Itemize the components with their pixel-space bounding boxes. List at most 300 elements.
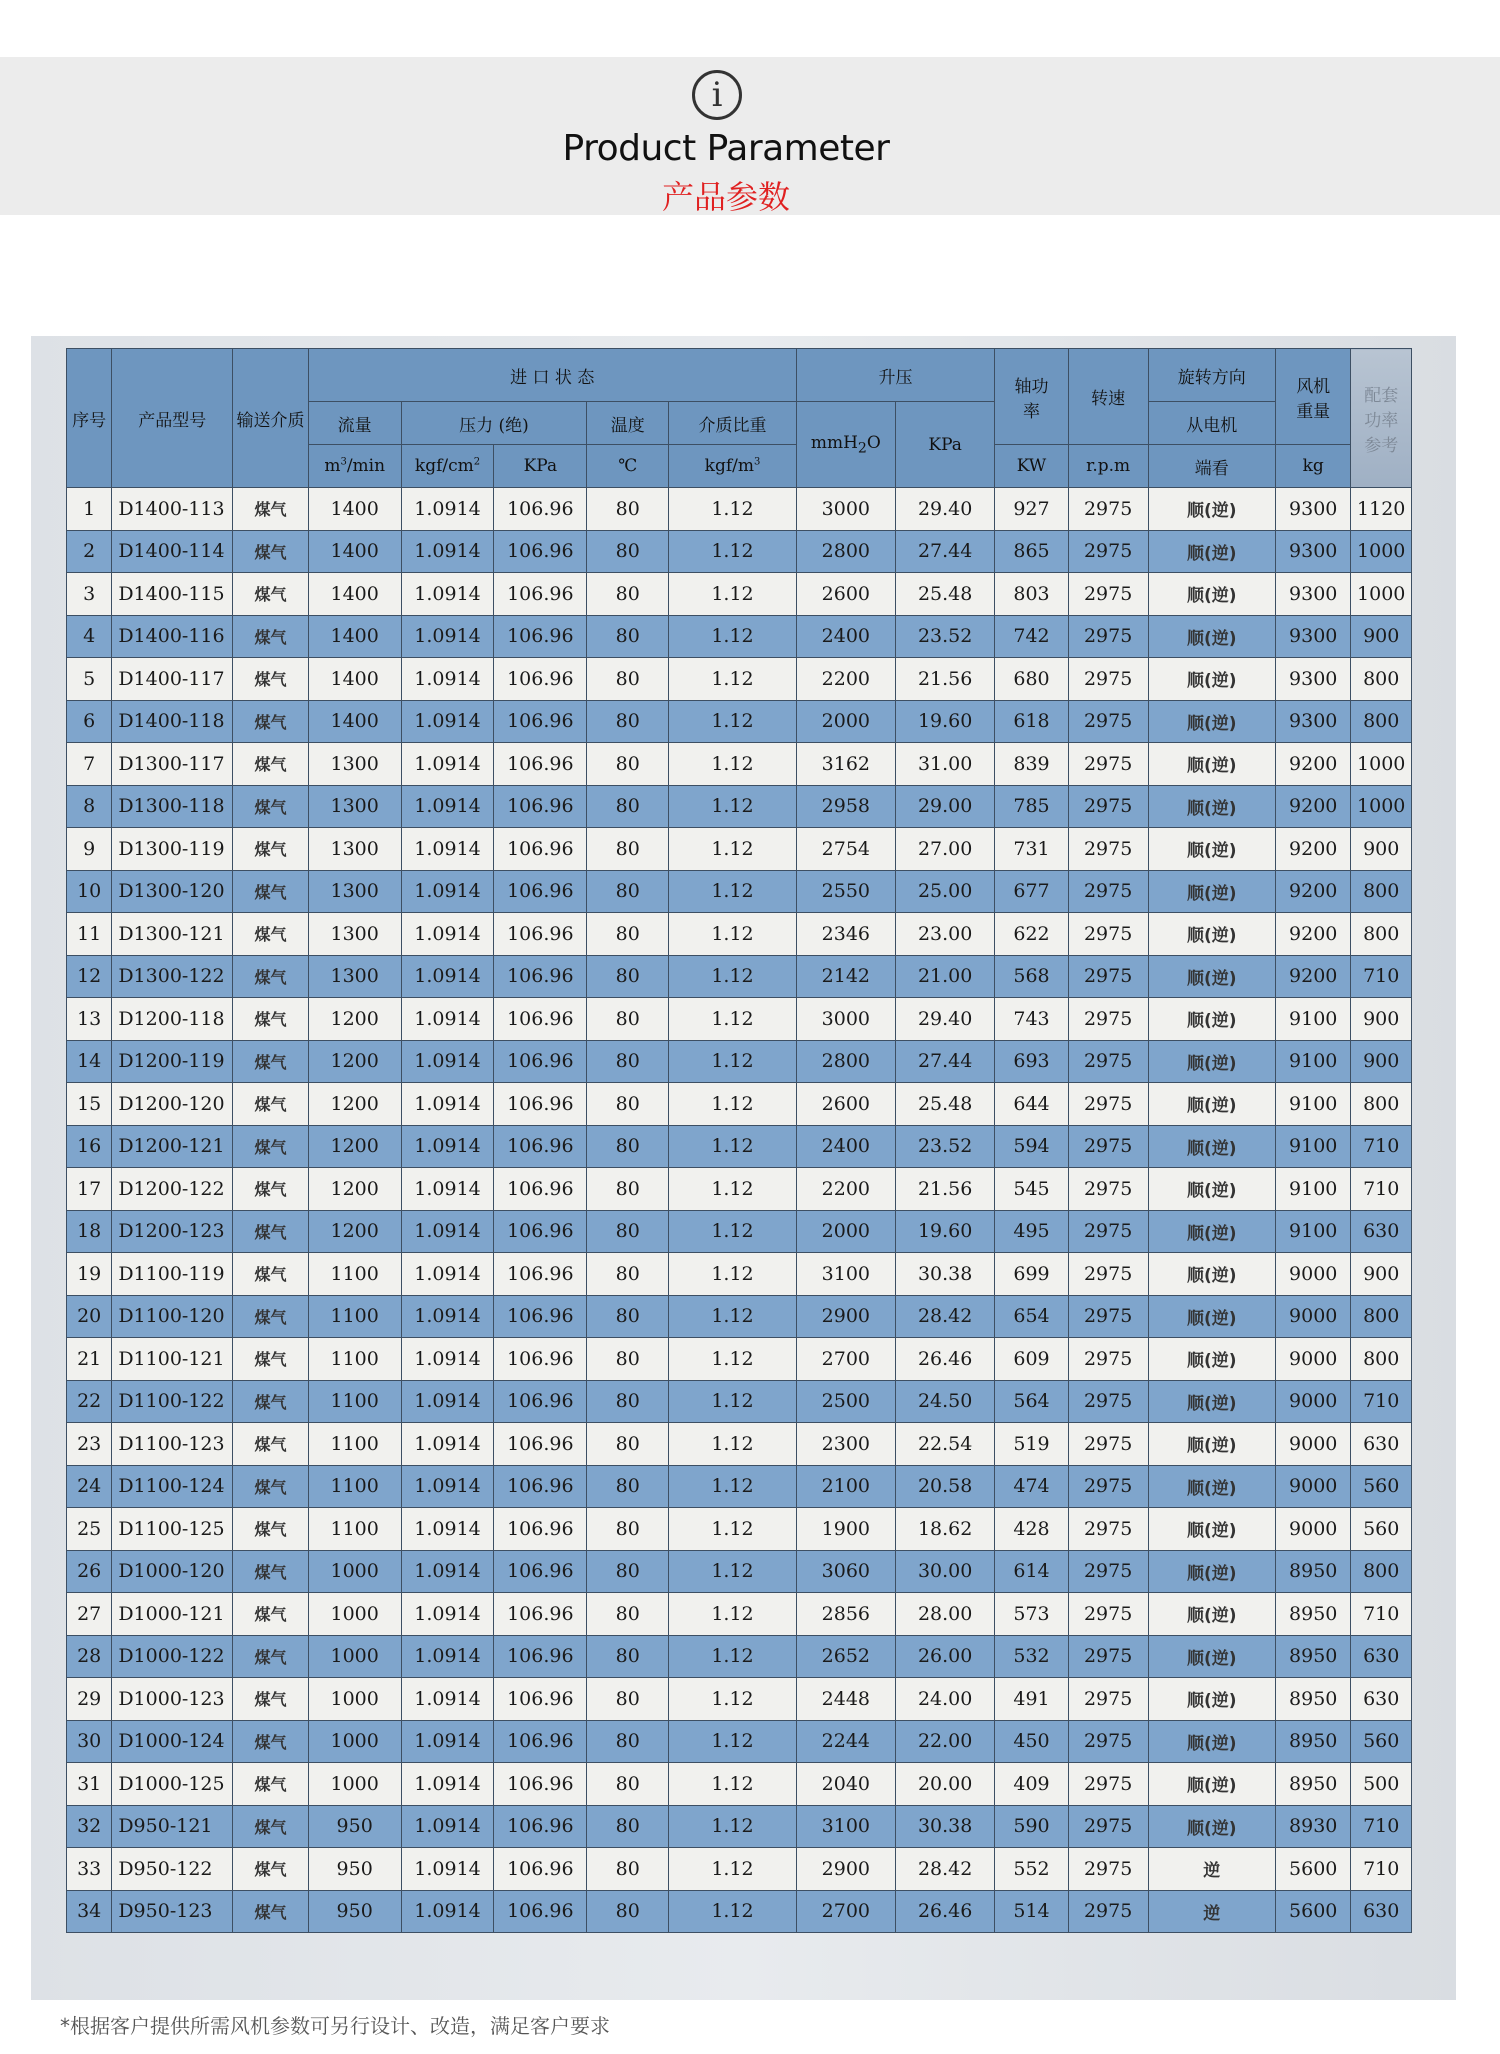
cell-medium: 煤气 <box>233 743 309 786</box>
cell-boost-mmh2o: 2700 <box>796 1890 895 1933</box>
cell-pressure-kgf: 1.0914 <box>401 573 494 616</box>
cell-boost-mmh2o: 2600 <box>796 573 895 616</box>
cell-pressure-kpa: 106.96 <box>494 1848 587 1891</box>
cell-model: D1300-117 <box>112 743 233 786</box>
cell-pressure-kpa: 106.96 <box>494 785 587 828</box>
cell-speed: 2975 <box>1068 488 1148 531</box>
cell-boost-kpa: 27.00 <box>896 828 995 871</box>
cell-boost-kpa: 21.00 <box>896 955 995 998</box>
cell-shaft-power: 618 <box>995 700 1068 743</box>
cell-shaft-power: 614 <box>995 1550 1068 1593</box>
header-shaft-power <box>995 349 1068 445</box>
cell-weight: 9200 <box>1275 828 1351 871</box>
cell-shaft-power: 545 <box>995 1168 1068 1211</box>
table-row <box>67 1848 1412 1891</box>
cell-weight: 8950 <box>1275 1763 1351 1806</box>
cell-seq: 20 <box>67 1295 112 1338</box>
cell-density: 1.12 <box>669 1678 796 1721</box>
cell-medium: 煤气 <box>233 1593 309 1636</box>
cell-density: 1.12 <box>669 870 796 913</box>
cell-speed: 2975 <box>1068 573 1148 616</box>
cell-temp: 80 <box>587 700 669 743</box>
cell-speed: 2975 <box>1068 1550 1148 1593</box>
cell-boost-mmh2o: 2400 <box>796 615 895 658</box>
cell-temp: 80 <box>587 1380 669 1423</box>
cell-seq: 12 <box>67 955 112 998</box>
cell-flow: 950 <box>308 1805 401 1848</box>
cell-flow: 1400 <box>308 700 401 743</box>
cell-temp: 80 <box>587 1253 669 1296</box>
cell-weight: 9200 <box>1275 913 1351 956</box>
cell-seq: 29 <box>67 1678 112 1721</box>
cell-medium: 煤气 <box>233 955 309 998</box>
cell-density: 1.12 <box>669 828 796 871</box>
cell-pressure-kpa: 106.96 <box>494 1508 587 1551</box>
cell-flow: 1100 <box>308 1253 401 1296</box>
cell-seq: 6 <box>67 700 112 743</box>
cell-temp: 80 <box>587 1295 669 1338</box>
cell-model: D1200-122 <box>112 1168 233 1211</box>
cell-rotation: 顺(逆) <box>1148 743 1275 786</box>
cell-rotation: 顺(逆) <box>1148 1040 1275 1083</box>
cell-rotation: 顺(逆) <box>1148 1125 1275 1168</box>
cell-density: 1.12 <box>669 1168 796 1211</box>
header-weight <box>1275 349 1351 445</box>
cell-seq: 14 <box>67 1040 112 1083</box>
cell-model: D1400-113 <box>112 488 233 531</box>
cell-speed: 2975 <box>1068 615 1148 658</box>
cell-medium: 煤气 <box>233 785 309 828</box>
cell-shaft-power: 680 <box>995 658 1068 701</box>
cell-model: D1200-123 <box>112 1210 233 1253</box>
cell-shaft-power: 622 <box>995 913 1068 956</box>
cell-weight: 9000 <box>1275 1338 1351 1381</box>
cell-medium: 煤气 <box>233 1848 309 1891</box>
cell-seq: 10 <box>67 870 112 913</box>
cell-temp: 80 <box>587 1210 669 1253</box>
cell-faded: 800 <box>1351 700 1412 743</box>
cell-boost-kpa: 24.50 <box>896 1380 995 1423</box>
cell-rotation: 顺(逆) <box>1148 1508 1275 1551</box>
cell-model: D1300-119 <box>112 828 233 871</box>
cell-speed: 2975 <box>1068 785 1148 828</box>
cell-seq: 15 <box>67 1083 112 1126</box>
cell-seq: 22 <box>67 1380 112 1423</box>
cell-faded: 710 <box>1351 1380 1412 1423</box>
cell-faded: 1120 <box>1351 488 1412 531</box>
cell-pressure-kpa: 106.96 <box>494 1083 587 1126</box>
cell-weight: 9000 <box>1275 1295 1351 1338</box>
table-row <box>67 1465 1412 1508</box>
cell-medium: 煤气 <box>233 870 309 913</box>
cell-seq: 23 <box>67 1423 112 1466</box>
parameter-table <box>66 348 1412 1933</box>
cell-temp: 80 <box>587 615 669 658</box>
cell-model: D950-121 <box>112 1805 233 1848</box>
cell-flow: 1100 <box>308 1423 401 1466</box>
cell-faded: 900 <box>1351 828 1412 871</box>
cell-medium: 煤气 <box>233 1210 309 1253</box>
header-faded <box>1351 349 1412 488</box>
cell-medium: 煤气 <box>233 1508 309 1551</box>
cell-pressure-kgf: 1.0914 <box>401 700 494 743</box>
cell-rotation: 顺(逆) <box>1148 1805 1275 1848</box>
cell-medium: 煤气 <box>233 1763 309 1806</box>
header-rotation: 旋转方向 <box>1148 349 1275 402</box>
cell-pressure-kgf: 1.0914 <box>401 1125 494 1168</box>
cell-pressure-kgf: 1.0914 <box>401 870 494 913</box>
cell-boost-mmh2o: 3100 <box>796 1805 895 1848</box>
cell-density: 1.12 <box>669 615 796 658</box>
table-row <box>67 1720 1412 1763</box>
table-row <box>67 488 1412 531</box>
cell-medium: 煤气 <box>233 488 309 531</box>
cell-faded: 560 <box>1351 1720 1412 1763</box>
cell-density: 1.12 <box>669 998 796 1041</box>
cell-faded: 900 <box>1351 615 1412 658</box>
cell-temp: 80 <box>587 1083 669 1126</box>
cell-pressure-kpa: 106.96 <box>494 1720 587 1763</box>
cell-weight: 5600 <box>1275 1890 1351 1933</box>
cell-shaft-power: 491 <box>995 1678 1068 1721</box>
cell-boost-kpa: 30.38 <box>896 1805 995 1848</box>
cell-speed: 2975 <box>1068 1890 1148 1933</box>
cell-model: D1000-121 <box>112 1593 233 1636</box>
cell-model: D1200-121 <box>112 1125 233 1168</box>
cell-pressure-kpa: 106.96 <box>494 828 587 871</box>
cell-pressure-kpa: 106.96 <box>494 700 587 743</box>
cell-shaft-power: 428 <box>995 1508 1068 1551</box>
cell-boost-mmh2o: 2652 <box>796 1635 895 1678</box>
table-row <box>67 700 1412 743</box>
cell-pressure-kpa: 106.96 <box>494 1550 587 1593</box>
cell-flow: 1400 <box>308 615 401 658</box>
cell-pressure-kpa: 106.96 <box>494 870 587 913</box>
cell-shaft-power: 594 <box>995 1125 1068 1168</box>
cell-flow: 1300 <box>308 870 401 913</box>
cell-pressure-kgf: 1.0914 <box>401 615 494 658</box>
cell-rotation: 顺(逆) <box>1148 785 1275 828</box>
cell-medium: 煤气 <box>233 1040 309 1083</box>
cell-boost-mmh2o: 2700 <box>796 1338 895 1381</box>
cell-medium: 煤气 <box>233 828 309 871</box>
table-row <box>67 743 1412 786</box>
cell-medium: 煤气 <box>233 615 309 658</box>
cell-seq: 32 <box>67 1805 112 1848</box>
cell-rotation: 顺(逆) <box>1148 870 1275 913</box>
cell-flow: 1300 <box>308 913 401 956</box>
cell-shaft-power: 564 <box>995 1380 1068 1423</box>
cell-boost-mmh2o: 2400 <box>796 1125 895 1168</box>
cell-boost-kpa: 28.42 <box>896 1295 995 1338</box>
cell-faded: 900 <box>1351 1040 1412 1083</box>
cell-rotation: 顺(逆) <box>1148 1720 1275 1763</box>
cell-flow: 1200 <box>308 998 401 1041</box>
cell-speed: 2975 <box>1068 1763 1148 1806</box>
cell-rotation: 逆 <box>1148 1890 1275 1933</box>
cell-density: 1.12 <box>669 1210 796 1253</box>
cell-seq: 24 <box>67 1465 112 1508</box>
table-row <box>67 828 1412 871</box>
cell-weight: 8950 <box>1275 1720 1351 1763</box>
cell-pressure-kgf: 1.0914 <box>401 1210 494 1253</box>
header-boost: 升压 <box>796 349 995 402</box>
cell-boost-kpa: 21.56 <box>896 1168 995 1211</box>
cell-temp: 80 <box>587 743 669 786</box>
cell-boost-mmh2o: 2000 <box>796 700 895 743</box>
cell-density: 1.12 <box>669 1040 796 1083</box>
cell-faded: 710 <box>1351 1848 1412 1891</box>
cell-medium: 煤气 <box>233 1380 309 1423</box>
cell-boost-kpa: 30.00 <box>896 1550 995 1593</box>
header-medium: 输送介质 <box>233 349 309 488</box>
cell-density: 1.12 <box>669 913 796 956</box>
cell-pressure-kpa: 106.96 <box>494 573 587 616</box>
cell-flow: 1300 <box>308 955 401 998</box>
cell-rotation: 顺(逆) <box>1148 1210 1275 1253</box>
cell-boost-kpa: 31.00 <box>896 743 995 786</box>
cell-rotation: 顺(逆) <box>1148 658 1275 701</box>
page-title: Product Parameter <box>562 128 890 169</box>
cell-flow: 1200 <box>308 1210 401 1253</box>
cell-rotation: 顺(逆) <box>1148 828 1275 871</box>
cell-weight: 5600 <box>1275 1848 1351 1891</box>
cell-faded: 800 <box>1351 870 1412 913</box>
cell-shaft-power: 785 <box>995 785 1068 828</box>
cell-shaft-power: 743 <box>995 998 1068 1041</box>
cell-weight: 8950 <box>1275 1635 1351 1678</box>
cell-model: D1100-122 <box>112 1380 233 1423</box>
cell-boost-kpa: 25.48 <box>896 1083 995 1126</box>
cell-rotation: 顺(逆) <box>1148 1168 1275 1211</box>
cell-medium: 煤气 <box>233 1465 309 1508</box>
header-temp-unit: ℃ <box>587 445 669 488</box>
cell-faded: 1000 <box>1351 573 1412 616</box>
cell-pressure-kgf: 1.0914 <box>401 1380 494 1423</box>
cell-medium: 煤气 <box>233 1423 309 1466</box>
cell-speed: 2975 <box>1068 1423 1148 1466</box>
cell-boost-kpa: 21.56 <box>896 658 995 701</box>
cell-speed: 2975 <box>1068 1168 1148 1211</box>
cell-temp: 80 <box>587 1125 669 1168</box>
cell-density: 1.12 <box>669 1763 796 1806</box>
cell-pressure-kgf: 1.0914 <box>401 1040 494 1083</box>
cell-speed: 2975 <box>1068 658 1148 701</box>
cell-boost-kpa: 24.00 <box>896 1678 995 1721</box>
cell-flow: 1300 <box>308 743 401 786</box>
table-row <box>67 1805 1412 1848</box>
table-row <box>67 1550 1412 1593</box>
cell-shaft-power: 654 <box>995 1295 1068 1338</box>
cell-temp: 80 <box>587 1763 669 1806</box>
cell-pressure-kgf: 1.0914 <box>401 913 494 956</box>
cell-seq: 8 <box>67 785 112 828</box>
cell-shaft-power: 839 <box>995 743 1068 786</box>
cell-pressure-kpa: 106.96 <box>494 1805 587 1848</box>
cell-pressure-kgf: 1.0914 <box>401 1763 494 1806</box>
cell-seq: 21 <box>67 1338 112 1381</box>
cell-boost-mmh2o: 2200 <box>796 658 895 701</box>
header-weight-unit: kg <box>1275 445 1351 488</box>
cell-seq: 11 <box>67 913 112 956</box>
cell-weight: 9300 <box>1275 658 1351 701</box>
cell-flow: 1100 <box>308 1508 401 1551</box>
cell-medium: 煤气 <box>233 1338 309 1381</box>
cell-density: 1.12 <box>669 658 796 701</box>
cell-pressure-kpa: 106.96 <box>494 658 587 701</box>
cell-boost-mmh2o: 2958 <box>796 785 895 828</box>
cell-seq: 19 <box>67 1253 112 1296</box>
cell-flow: 1100 <box>308 1338 401 1381</box>
cell-model: D1400-116 <box>112 615 233 658</box>
cell-medium: 煤气 <box>233 1805 309 1848</box>
table-row <box>67 1678 1412 1721</box>
cell-faded: 710 <box>1351 1805 1412 1848</box>
cell-temp: 80 <box>587 1338 669 1381</box>
cell-flow: 1000 <box>308 1678 401 1721</box>
table-row <box>67 1210 1412 1253</box>
cell-speed: 2975 <box>1068 870 1148 913</box>
cell-speed: 2975 <box>1068 1380 1148 1423</box>
cell-weight: 9000 <box>1275 1380 1351 1423</box>
cell-temp: 80 <box>587 573 669 616</box>
cell-seq: 16 <box>67 1125 112 1168</box>
cell-medium: 煤气 <box>233 1550 309 1593</box>
cell-density: 1.12 <box>669 1550 796 1593</box>
cell-shaft-power: 590 <box>995 1805 1068 1848</box>
cell-model: D1100-125 <box>112 1508 233 1551</box>
cell-boost-kpa: 29.00 <box>896 785 995 828</box>
cell-faded: 630 <box>1351 1423 1412 1466</box>
cell-temp: 80 <box>587 1423 669 1466</box>
table-row <box>67 913 1412 956</box>
cell-temp: 80 <box>587 1550 669 1593</box>
header-pressure: 压力 (绝) <box>401 402 587 445</box>
header-weight-line2: 重量 <box>1296 401 1331 422</box>
cell-rotation: 顺(逆) <box>1148 955 1275 998</box>
cell-speed: 2975 <box>1068 1338 1148 1381</box>
cell-shaft-power: 519 <box>995 1423 1068 1466</box>
cell-seq: 17 <box>67 1168 112 1211</box>
cell-boost-mmh2o: 2000 <box>796 1210 895 1253</box>
cell-weight: 9300 <box>1275 488 1351 531</box>
cell-flow: 1200 <box>308 1168 401 1211</box>
cell-medium: 煤气 <box>233 658 309 701</box>
cell-boost-kpa: 26.00 <box>896 1635 995 1678</box>
cell-density: 1.12 <box>669 530 796 573</box>
cell-weight: 9300 <box>1275 700 1351 743</box>
cell-seq: 25 <box>67 1508 112 1551</box>
cell-model: D1000-123 <box>112 1678 233 1721</box>
cell-density: 1.12 <box>669 1805 796 1848</box>
cell-model: D1000-125 <box>112 1763 233 1806</box>
cell-boost-mmh2o: 2040 <box>796 1763 895 1806</box>
cell-medium: 煤气 <box>233 1678 309 1721</box>
cell-seq: 26 <box>67 1550 112 1593</box>
cell-weight: 8930 <box>1275 1805 1351 1848</box>
cell-flow: 1400 <box>308 530 401 573</box>
cell-flow: 1000 <box>308 1593 401 1636</box>
cell-weight: 9000 <box>1275 1508 1351 1551</box>
cell-boost-kpa: 23.52 <box>896 615 995 658</box>
cell-seq: 27 <box>67 1593 112 1636</box>
cell-pressure-kgf: 1.0914 <box>401 1635 494 1678</box>
cell-pressure-kgf: 1.0914 <box>401 1338 494 1381</box>
cell-pressure-kpa: 106.96 <box>494 1253 587 1296</box>
cell-pressure-kpa: 106.96 <box>494 743 587 786</box>
cell-medium: 煤气 <box>233 1083 309 1126</box>
cell-shaft-power: 532 <box>995 1635 1068 1678</box>
cell-speed: 2975 <box>1068 1720 1148 1763</box>
cell-boost-kpa: 28.42 <box>896 1848 995 1891</box>
header-density: 介质比重 <box>669 402 796 445</box>
cell-pressure-kpa: 106.96 <box>494 955 587 998</box>
cell-temp: 80 <box>587 1168 669 1211</box>
cell-medium: 煤气 <box>233 573 309 616</box>
cell-temp: 80 <box>587 870 669 913</box>
table-row <box>67 1083 1412 1126</box>
cell-medium: 煤气 <box>233 1635 309 1678</box>
cell-boost-kpa: 22.00 <box>896 1720 995 1763</box>
cell-boost-mmh2o: 2244 <box>796 1720 895 1763</box>
cell-boost-mmh2o: 2550 <box>796 870 895 913</box>
cell-temp: 80 <box>587 530 669 573</box>
cell-density: 1.12 <box>669 743 796 786</box>
cell-faded: 710 <box>1351 1125 1412 1168</box>
cell-density: 1.12 <box>669 1083 796 1126</box>
cell-weight: 8950 <box>1275 1593 1351 1636</box>
cell-faded: 710 <box>1351 955 1412 998</box>
cell-model: D1400-117 <box>112 658 233 701</box>
cell-pressure-kpa: 106.96 <box>494 1168 587 1211</box>
cell-rotation: 顺(逆) <box>1148 488 1275 531</box>
cell-pressure-kpa: 106.96 <box>494 1295 587 1338</box>
cell-seq: 30 <box>67 1720 112 1763</box>
cell-seq: 34 <box>67 1890 112 1933</box>
cell-flow: 1400 <box>308 658 401 701</box>
cell-pressure-kgf: 1.0914 <box>401 1550 494 1593</box>
cell-pressure-kpa: 106.96 <box>494 1635 587 1678</box>
table-row <box>67 870 1412 913</box>
header-speed: 转速 <box>1068 349 1148 445</box>
cell-speed: 2975 <box>1068 1253 1148 1296</box>
cell-boost-kpa: 20.58 <box>896 1465 995 1508</box>
cell-temp: 80 <box>587 913 669 956</box>
cell-speed: 2975 <box>1068 1210 1148 1253</box>
cell-speed: 2975 <box>1068 1508 1148 1551</box>
cell-temp: 80 <box>587 1848 669 1891</box>
cell-boost-mmh2o: 2856 <box>796 1593 895 1636</box>
cell-boost-mmh2o: 2100 <box>796 1465 895 1508</box>
cell-model: D1300-121 <box>112 913 233 956</box>
cell-pressure-kgf: 1.0914 <box>401 530 494 573</box>
cell-seq: 2 <box>67 530 112 573</box>
cell-speed: 2975 <box>1068 1805 1148 1848</box>
cell-shaft-power: 495 <box>995 1210 1068 1253</box>
cell-shaft-power: 552 <box>995 1848 1068 1891</box>
cell-model: D1400-118 <box>112 700 233 743</box>
cell-pressure-kpa: 106.96 <box>494 1678 587 1721</box>
cell-temp: 80 <box>587 488 669 531</box>
header-inlet-state: 进 口 状 态 <box>308 349 796 402</box>
cell-seq: 31 <box>67 1763 112 1806</box>
cell-model: D1400-115 <box>112 573 233 616</box>
cell-boost-kpa: 25.48 <box>896 573 995 616</box>
cell-rotation: 顺(逆) <box>1148 913 1275 956</box>
cell-density: 1.12 <box>669 1635 796 1678</box>
footnote: *根据客户提供所需风机参数可另行设计、改造，满足客户要求 <box>60 2014 610 2038</box>
cell-shaft-power: 803 <box>995 573 1068 616</box>
